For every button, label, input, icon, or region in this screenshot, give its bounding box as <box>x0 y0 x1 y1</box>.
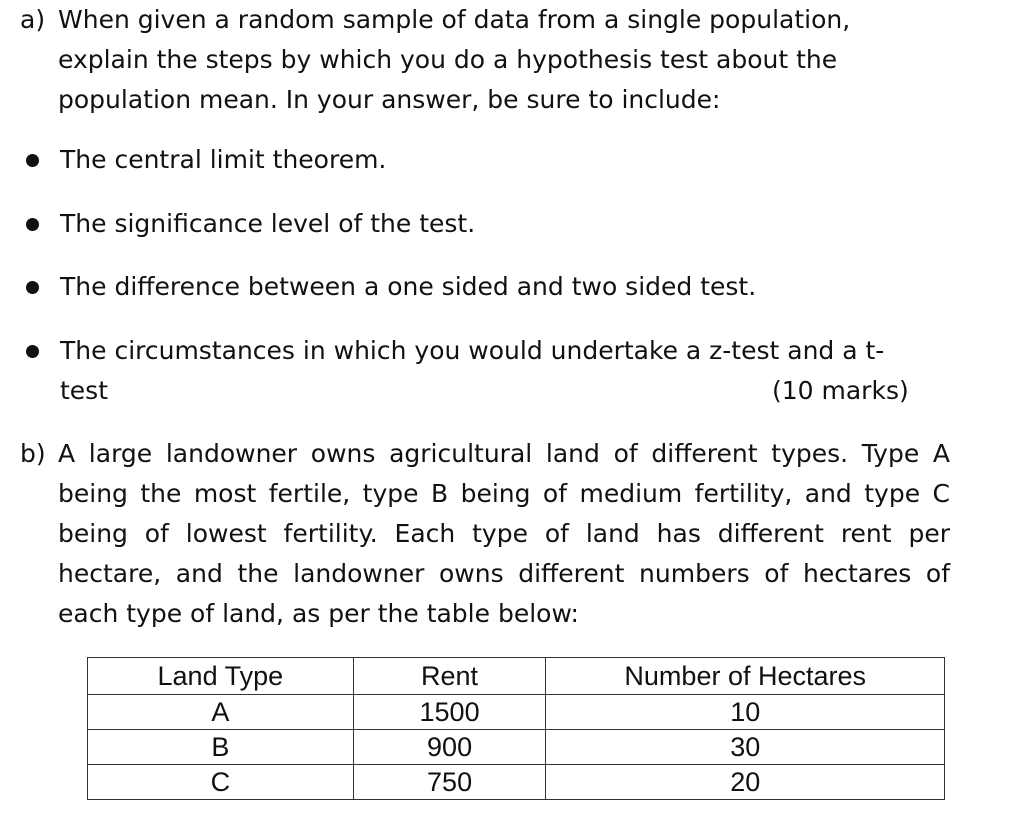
bullet-continuation-text: test <box>60 376 109 405</box>
question-b-label: b) <box>20 439 46 468</box>
question-b-text: A large landowner owns agricultural land of different types. Type A being the most fertile, type B being of medium fertility, and type C being of lowest fertility. Each type of land has different rent per hectare, and the landowner owns different numbers of hectares of each type of land, as per the table below: <box>58 439 950 628</box>
marks-label: (10 marks) <box>772 376 909 405</box>
cell-hectares: 30 <box>546 730 945 765</box>
bullet-text: The difference between a one sided and two sided test. <box>60 272 757 301</box>
table-row <box>88 730 945 765</box>
cell-land-type: C <box>88 765 354 800</box>
question-a-label: a) <box>20 5 46 34</box>
column-header-land-type: Land Type <box>88 658 354 695</box>
table-row <box>88 695 945 730</box>
question-a <box>20 0 900 120</box>
question-b <box>20 434 950 634</box>
cell-rent: 750 <box>353 765 546 800</box>
table-row <box>88 765 945 800</box>
bullet-dot-icon <box>26 281 39 294</box>
table-header-row <box>88 658 945 695</box>
bullet-text: The circumstances in which you would undertake a z-test and a t- <box>60 336 885 365</box>
cell-rent: 900 <box>353 730 546 765</box>
land-table <box>87 657 945 800</box>
cell-land-type: A <box>88 695 354 730</box>
question-a-text: When given a random sample of data from a single population, explain the steps by which you do a hypothesis test about the population mean. In your answer, be sure to include: <box>58 5 851 114</box>
bullet-text: The central limit theorem. <box>60 145 387 174</box>
cell-rent: 1500 <box>353 695 546 730</box>
bullet-dot-icon <box>26 154 39 167</box>
column-header-rent: Rent <box>353 658 546 695</box>
cell-hectares: 10 <box>546 695 945 730</box>
bullet-text: The significance level of the test. <box>60 209 476 238</box>
bullet-dot-icon <box>26 345 39 358</box>
column-header-hectares: Number of Hectares <box>546 658 945 695</box>
bullet-dot-icon <box>26 218 39 231</box>
cell-hectares: 20 <box>546 765 945 800</box>
cell-land-type: B <box>88 730 354 765</box>
